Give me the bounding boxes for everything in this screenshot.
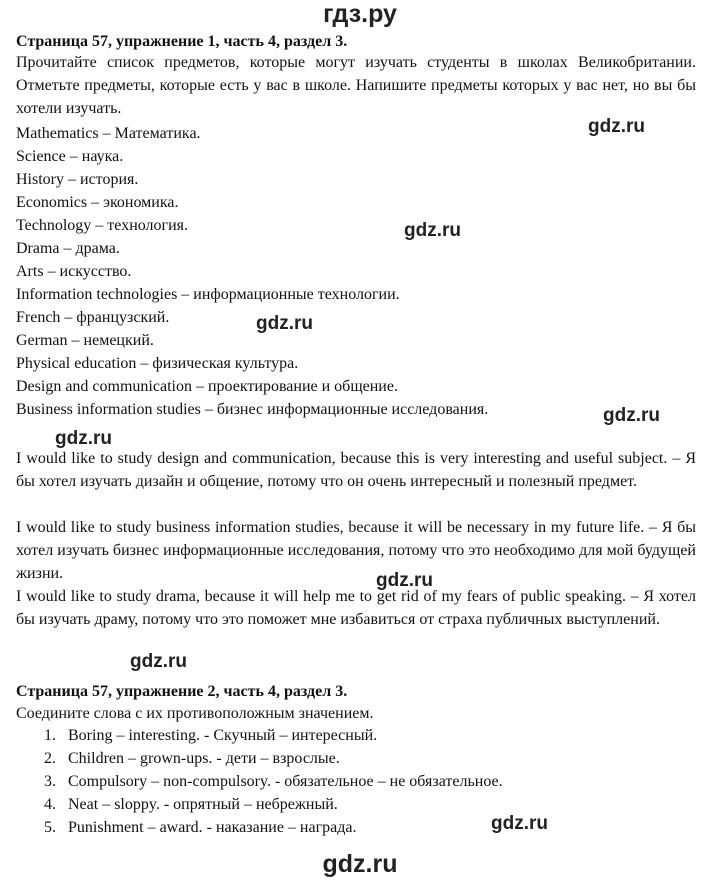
list-item: Boring – interesting. - Скучный – интересный. <box>68 727 378 744</box>
list-number: 1. <box>44 727 56 744</box>
subject-item: Drama – драма. <box>16 240 120 257</box>
watermark: gdz.ru <box>256 313 313 334</box>
site-footer: gdz.ru <box>322 850 398 878</box>
exercise1-title: Страница 57, упражнение 1, часть 4, раздел 3. <box>16 33 348 50</box>
subject-item: Technology – технология. <box>16 217 189 234</box>
watermark: gdz.ru <box>130 651 187 672</box>
list-item: Neat – sloppy. - опрятный – небрежный. <box>68 796 338 813</box>
subject-item: Arts – искусство. <box>16 263 132 280</box>
list-number: 2. <box>44 750 56 767</box>
watermark: gdz.ru <box>588 116 645 137</box>
list-number: 4. <box>44 796 56 813</box>
subject-item: History – история. <box>16 171 139 188</box>
subject-item: Science – наука. <box>16 148 124 165</box>
watermark: gdz.ru <box>404 220 461 241</box>
watermark: gdz.ru <box>491 813 548 834</box>
answer-paragraph: I would like to study business information studies, because it will be necessary in my future life. – Я бы хотел изучать бизнес информационные исследования, потому что это необходимо для мой будущей жизни. <box>16 519 696 582</box>
exercise2-instruction: Соедините слова с их противоположным значением. <box>16 705 374 722</box>
list-number: 5. <box>44 819 56 836</box>
exercise1-instruction: Прочитайте список предметов, которые могут изучать студенты в школах Великобритании. Отметьте предметы, которые есть у вас в школе. Напишите предметы которых у вас нет, но вы бы хотели изучать. <box>16 54 696 117</box>
subject-item: Mathematics – Математика. <box>16 125 201 142</box>
list-item: Compulsory – non-compulsory. - обязательное – не обязательное. <box>68 773 503 790</box>
subject-item: German – немецкий. <box>16 332 154 349</box>
subject-item: Business information studies – бизнес информационные исследования. <box>16 401 489 418</box>
subject-item: Information technologies – информационные технологии. <box>16 286 400 303</box>
watermark: gdz.ru <box>376 570 433 591</box>
list-number: 3. <box>44 773 56 790</box>
site-header: гдз.ру <box>323 0 397 28</box>
watermark: gdz.ru <box>603 405 660 426</box>
watermark: gdz.ru <box>55 428 112 449</box>
subject-item: French – французский. <box>16 309 170 326</box>
answer-paragraph: I would like to study drama, because it will help me to get rid of my fears of public speaking. – Я хотел бы изучать драму, потому что это поможет мне избавиться от страха публичных выступлений. <box>16 588 696 628</box>
subject-item: Economics – экономика. <box>16 194 179 211</box>
subject-item: Physical education – физическая культура. <box>16 355 299 372</box>
list-item: Punishment – award. - наказание – награда. <box>68 819 357 836</box>
list-item: Children – grown-ups. - дети – взрослые. <box>68 750 340 767</box>
exercise2-title: Страница 57, упражнение 2, часть 4, раздел 3. <box>16 683 348 700</box>
subject-item: Design and communication – проектирование и общение. <box>16 378 398 395</box>
answer-paragraph: I would like to study design and communication, because this is very interesting and useful subject. – Я бы хотел изучать дизайн и общение, потому что он очень интересный и полезный предмет. <box>16 450 696 490</box>
